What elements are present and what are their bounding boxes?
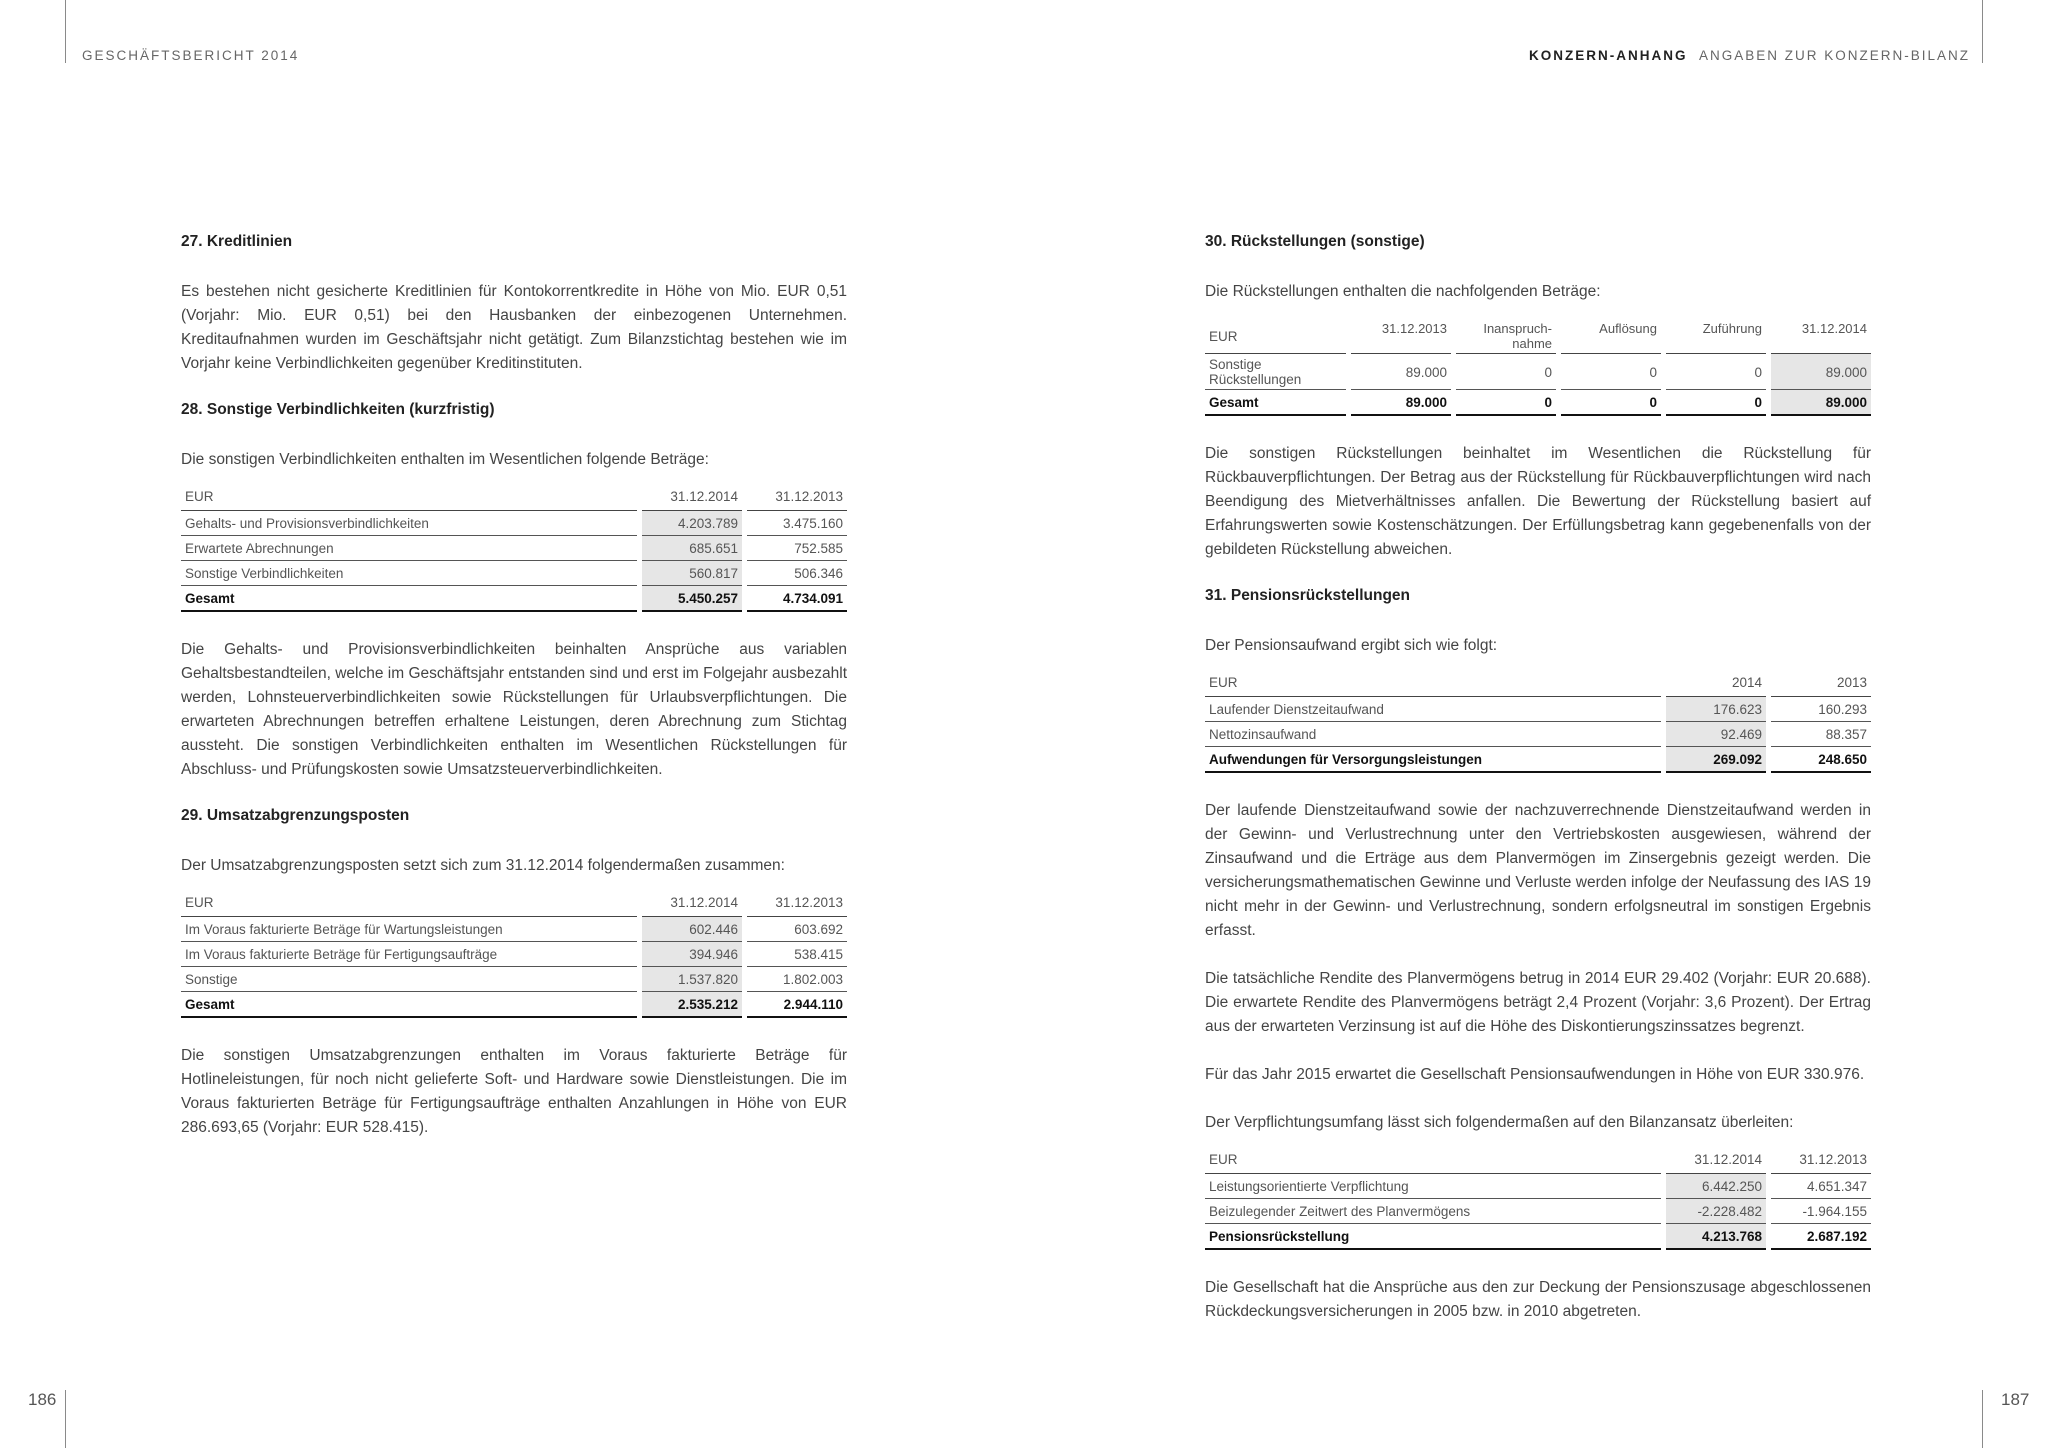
section-31-text-3: Für das Jahr 2015 erwartet die Gesellschaft Pensionsaufwendungen in Höhe von EUR 330.976. xyxy=(1205,1066,1865,1084)
cell-value: 89.000 xyxy=(1351,390,1451,416)
row-label: Sonstige Verbindlichkeiten xyxy=(181,561,637,586)
table-row xyxy=(181,967,847,992)
col-header: Inanspruch-nahme xyxy=(1456,318,1556,354)
cell-value: 2.944.110 xyxy=(747,992,847,1018)
row-label: Im Voraus fakturierte Beträge für Wartungsleistungen xyxy=(181,917,637,942)
row-label: Erwartete Abrechnungen xyxy=(181,536,637,561)
cell-value: 0 xyxy=(1456,354,1556,390)
section-29-title: 29. Umsatzabgrenzungsposten xyxy=(181,807,410,825)
table-row xyxy=(181,536,847,561)
cell-value: 0 xyxy=(1561,354,1661,390)
section-31-text-5: Die Gesellschaft hat die Ansprüche aus den zur Deckung der Pensionszusage abgeschlossenen Rückdeckungsversicherungen in 2005 bzw. in 2010 abgetreten. xyxy=(1205,1279,1871,1321)
cell-value: 88.357 xyxy=(1771,722,1871,747)
cell-value: 89.000 xyxy=(1771,354,1871,390)
cell-value: -2.228.482 xyxy=(1666,1199,1766,1224)
table-row xyxy=(1205,697,1871,722)
table-header-row xyxy=(1205,1149,1871,1174)
section-31-text-2: Die tatsächliche Rendite des Planvermögens betrug in 2014 EUR 29.402 (Vorjahr: EUR 20.688). Die erwartete Rendite des Planvermögens beträgt 2,4 Prozent (Vorjahr: 3,6 Prozent). Der Ertrag aus der erwarteten Verzinsung ist auf die Höhe des Diskontierungszinssatzes begrenzt. xyxy=(1205,970,1871,1036)
top-left-rule xyxy=(65,0,66,63)
cell-value: 248.650 xyxy=(1771,747,1871,773)
table-row xyxy=(1205,722,1871,747)
cell-value: 89.000 xyxy=(1771,390,1871,416)
cell-value: 2.687.192 xyxy=(1771,1224,1871,1250)
row-label: Leistungsorientierte Verpflichtung xyxy=(1205,1174,1661,1199)
row-label: Laufender Dienstzeitaufwand xyxy=(1205,697,1661,722)
table-total-row xyxy=(181,992,847,1018)
table-pensionsaufwand xyxy=(1200,672,1876,773)
running-header-right xyxy=(1529,48,1970,63)
cell-value: 538.415 xyxy=(747,942,847,967)
col-header: 31.12.2014 xyxy=(1771,318,1871,354)
table-row xyxy=(181,511,847,536)
section-31-text-4: Der Verpflichtungsumfang lässt sich folgendermaßen auf den Bilanzansatz überleiten: xyxy=(1205,1114,1794,1132)
table-sonstige-verbindlichkeiten xyxy=(176,486,852,612)
cell-value: 1.537.820 xyxy=(642,967,742,992)
cell-value: 160.293 xyxy=(1771,697,1871,722)
running-header-left: GESCHÄFTSBERICHT 2014 xyxy=(82,48,300,63)
col-header: 31.12.2013 xyxy=(1771,1149,1871,1174)
cell-value: 176.623 xyxy=(1666,697,1766,722)
cell-value: 4.734.091 xyxy=(747,586,847,612)
cell-value: 602.446 xyxy=(642,917,742,942)
row-label: Aufwendungen für Versorgungsleistungen xyxy=(1205,747,1661,773)
running-header-subsection: ANGABEN ZUR KONZERN-BILANZ xyxy=(1698,48,1970,63)
cell-value: 560.817 xyxy=(642,561,742,586)
cell-value: 4.213.768 xyxy=(1666,1224,1766,1250)
section-28-title: 28. Sonstige Verbindlichkeiten (kurzfristig) xyxy=(181,401,495,419)
cell-value: 0 xyxy=(1456,390,1556,416)
table-row xyxy=(1205,354,1871,390)
table-header-row xyxy=(1205,318,1871,354)
table-umsatzabgrenzung xyxy=(176,892,852,1018)
section-30-text: Die sonstigen Rückstellungen beinhaltet im Wesentlichen die Rückstellung für Rückbauverpflichtungen. Der Betrag aus der Rückstellung für Rückbauverpflichtungen wird nach Beendigung des Mietverhältnisses anfallen. Die Bewertung der Rückstellung basiert auf Erfahrungswerten sowie Kostenschätzungen. Der Erfüllungsbetrag kann gegebenenfalls von der gebildeten Rückstellung abweichen. xyxy=(1205,445,1871,559)
running-header-section: KONZERN-ANHANG xyxy=(1528,48,1688,63)
section-31-intro: Der Pensionsaufwand ergibt sich wie folgt: xyxy=(1205,637,1498,655)
table-header-row xyxy=(1205,672,1871,697)
section-31-title: 31. Pensionsrückstellungen xyxy=(1205,587,1411,605)
cell-value: 0 xyxy=(1561,390,1661,416)
section-27-title: 27. Kreditlinien xyxy=(181,233,293,250)
col-header: 2014 xyxy=(1666,672,1766,697)
cell-value: 3.475.160 xyxy=(747,511,847,536)
section-30-title: 30. Rückstellungen (sonstige) xyxy=(1205,233,1425,250)
cell-value: 92.469 xyxy=(1666,722,1766,747)
cell-value: 269.092 xyxy=(1666,747,1766,773)
table-row xyxy=(181,917,847,942)
section-30-intro: Die Rückstellungen enthalten die nachfolgenden Beträge: xyxy=(1205,283,1601,301)
cell-value: 4.203.789 xyxy=(642,511,742,536)
cell-value: 1.802.003 xyxy=(747,967,847,992)
bottom-right-rule xyxy=(1982,1390,1983,1448)
col-header: EUR xyxy=(181,892,637,917)
row-label: Beizulegender Zeitwert des Planvermögens xyxy=(1205,1199,1661,1224)
left-column xyxy=(181,226,847,1164)
section-29-intro: Der Umsatzabgrenzungsposten setzt sich zum 31.12.2014 folgendermaßen zusammen: xyxy=(181,857,785,875)
section-31-text-1: Der laufende Dienstzeitaufwand sowie der nachzuverrechnende Dienstzeitaufwand werden in der Gewinn- und Verlustrechnung unter den Vertriebskosten ausgewiesen, während der Zinsaufwand und die Erträge aus dem Planvermögen im Zinsergebnis gezeigt werden. Die versicherungsmathematischen Gewinne und Verluste werden infolge der Neufassung des IAS 19 nicht mehr in der Gewinn- und Verlustrechnung, sondern erfolgsneutral im sonstigen Ergebnis erfasst. xyxy=(1205,802,1871,940)
table-row xyxy=(1205,1174,1871,1199)
col-header: EUR xyxy=(181,486,637,511)
row-label: Sonstige Rückstellungen xyxy=(1205,354,1346,390)
row-label: Gesamt xyxy=(181,992,637,1018)
table-total-row xyxy=(1205,390,1871,416)
bottom-left-rule xyxy=(65,1390,66,1448)
cell-value: 685.651 xyxy=(642,536,742,561)
cell-value: 2.535.212 xyxy=(642,992,742,1018)
row-label: Gehalts- und Provisionsverbindlichkeiten xyxy=(181,511,637,536)
table-row xyxy=(181,561,847,586)
col-header: 31.12.2013 xyxy=(747,892,847,917)
table-total-row xyxy=(1205,1224,1871,1250)
page-number-left: 186 xyxy=(28,1390,57,1409)
row-label: Pensionsrückstellung xyxy=(1205,1224,1661,1250)
cell-value: 0 xyxy=(1666,354,1766,390)
table-rueckstellungen xyxy=(1200,318,1876,416)
cell-value: 506.346 xyxy=(747,561,847,586)
table-total-row xyxy=(181,586,847,612)
col-header: EUR xyxy=(1205,1149,1661,1174)
cell-value: -1.964.155 xyxy=(1771,1199,1871,1224)
table-verpflichtungsumfang xyxy=(1200,1149,1876,1250)
cell-value: 5.450.257 xyxy=(642,586,742,612)
cell-value: 0 xyxy=(1666,390,1766,416)
col-header: Zuführung xyxy=(1666,318,1766,354)
cell-value: 4.651.347 xyxy=(1771,1174,1871,1199)
col-header: 31.12.2014 xyxy=(1666,1149,1766,1174)
right-column xyxy=(1205,226,1871,1348)
section-27-text: Es bestehen nicht gesicherte Kreditlinien für Kontokorrentkredite in Höhe von Mio. EUR 0,51 (Vorjahr: Mio. EUR 0,51) bei den Hausbanken der einbezogenen Unternehmen. Kreditaufnahmen wurden im Geschäftsjahr nicht getätigt. Zum Bilanzstichtag bestehen wie im Vorjahr keine Verbindlichkeiten gegenüber Kreditinstituten. xyxy=(181,283,847,373)
col-header: 31.12.2014 xyxy=(642,892,742,917)
section-29-text: Die sonstigen Umsatzabgrenzungen enthalten im Voraus fakturierte Beträge für Hotlineleistungen, für noch nicht gelieferte Soft- und Hardware sowie Dienstleistungen. Die im Voraus fakturierten Beträge für Fertigungsaufträge enthalten Anzahlungen in Höhe von EUR 286.693,65 (Vorjahr: EUR 528.415). xyxy=(181,1047,847,1137)
row-label: Im Voraus fakturierte Beträge für Fertigungsaufträge xyxy=(181,942,637,967)
col-header: 31.12.2013 xyxy=(1351,318,1451,354)
col-header: 31.12.2013 xyxy=(747,486,847,511)
table-row xyxy=(1205,1199,1871,1224)
col-header: 2013 xyxy=(1771,672,1871,697)
row-label: Gesamt xyxy=(1205,390,1346,416)
table-total-row xyxy=(1205,747,1871,773)
table-header-row xyxy=(181,892,847,917)
table-header-row xyxy=(181,486,847,511)
cell-value: 6.442.250 xyxy=(1666,1174,1766,1199)
section-28-intro: Die sonstigen Verbindlichkeiten enthalten im Wesentlichen folgende Beträge: xyxy=(181,451,709,469)
row-label: Gesamt xyxy=(181,586,637,612)
cell-value: 89.000 xyxy=(1351,354,1451,390)
col-header: 31.12.2014 xyxy=(642,486,742,511)
col-header: Auflösung xyxy=(1561,318,1661,354)
cell-value: 752.585 xyxy=(747,536,847,561)
row-label: Nettozinsaufwand xyxy=(1205,722,1661,747)
col-header: EUR xyxy=(1205,318,1346,354)
table-row xyxy=(181,942,847,967)
col-header: EUR xyxy=(1205,672,1661,697)
row-label: Sonstige xyxy=(181,967,637,992)
section-28-text: Die Gehalts- und Provisionsverbindlichkeiten beinhalten Ansprüche aus variablen Gehaltsbestandteilen, welche im Geschäftsjahr entstanden sind und erst im Folgejahr ausbezahlt werden, Lohnsteuerverbindlichkeiten sowie Rückstellungen für Urlaubsverpflichtungen. Die erwarteten Abrechnungen betreffen erhaltene Leistungen, deren Abrechnung zum Stichtag aussteht. Die sonstigen Verbindlichkeiten enthalten im Wesentlichen Rückstellungen für Abschluss- und Prüfungskosten sowie Umsatzsteuerverbindlichkeiten. xyxy=(181,641,848,779)
cell-value: 603.692 xyxy=(747,917,847,942)
cell-value: 394.946 xyxy=(642,942,742,967)
page-number-right: 187 xyxy=(2001,1390,2030,1409)
top-right-rule xyxy=(1982,0,1983,63)
